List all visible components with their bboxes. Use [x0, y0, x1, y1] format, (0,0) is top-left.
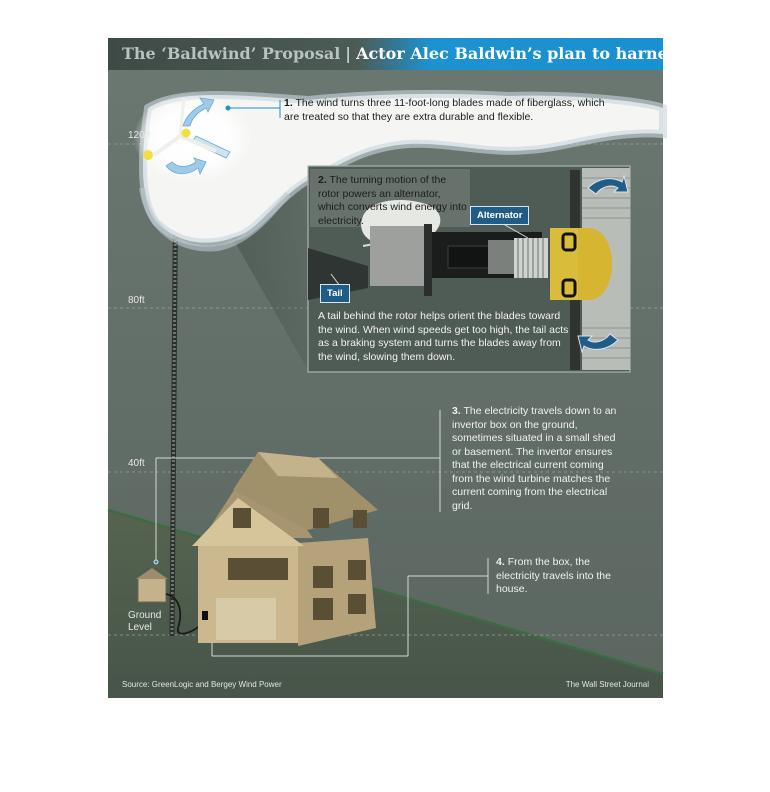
ground-label-line2: Level	[128, 622, 152, 633]
step-4-text: From the box, the electricity travels into the house.	[496, 556, 611, 595]
step-1-label	[284, 97, 614, 124]
step-3-text: The electricity travels down to an invertor box on the ground, sometimes situated in a small shed or basement. The invertor ensures that the electrical current coming from the wind turbine matches the current coming from the electrical grid.	[452, 405, 617, 512]
baldwind-infographic	[108, 38, 735, 698]
step-2-label	[318, 174, 468, 228]
height-120ft: 120ft	[128, 130, 151, 141]
step-1-text: The wind turns three 11-foot-long blades made of fiberglass, which are treated so that they are extra durable and flexible.	[284, 97, 605, 123]
title-separator: |	[345, 44, 352, 63]
title-part-1: The ‘Baldwind’ Proposal	[122, 44, 341, 63]
step-2-text: The turning motion of the rotor powers an alternator, which converts wind energy into electricity.	[318, 174, 467, 227]
step-4-label	[496, 556, 612, 597]
step-4-number: 4.	[496, 556, 505, 568]
step-3-label	[452, 405, 624, 513]
height-40ft: 40ft	[128, 458, 145, 469]
tail-callout: Tail	[320, 284, 350, 303]
credit-note: The Wall Street Journal	[565, 680, 649, 689]
infographic-scene	[108, 38, 663, 698]
step-1-number: 1.	[284, 97, 293, 109]
ground-label-line1: Ground	[128, 610, 162, 621]
ground-level-label	[128, 610, 161, 634]
tail-description: A tail behind the rotor helps orient the blades toward the wind. When wind speeds get too high, the tail acts as a braking system and turns the blades away from the wind, slowing them down.	[318, 310, 569, 363]
title-text	[122, 44, 734, 63]
step-3-number: 3.	[452, 405, 461, 417]
height-80ft: 80ft	[128, 295, 145, 306]
title-bar	[108, 38, 735, 70]
step-2-number: 2.	[318, 174, 327, 186]
alternator-callout: Alternator	[470, 206, 529, 225]
title-part-2: Actor Alec Baldwin’s plan to harness wind	[356, 44, 735, 63]
source-note: Source: GreenLogic and Bergey Wind Power	[122, 680, 282, 689]
